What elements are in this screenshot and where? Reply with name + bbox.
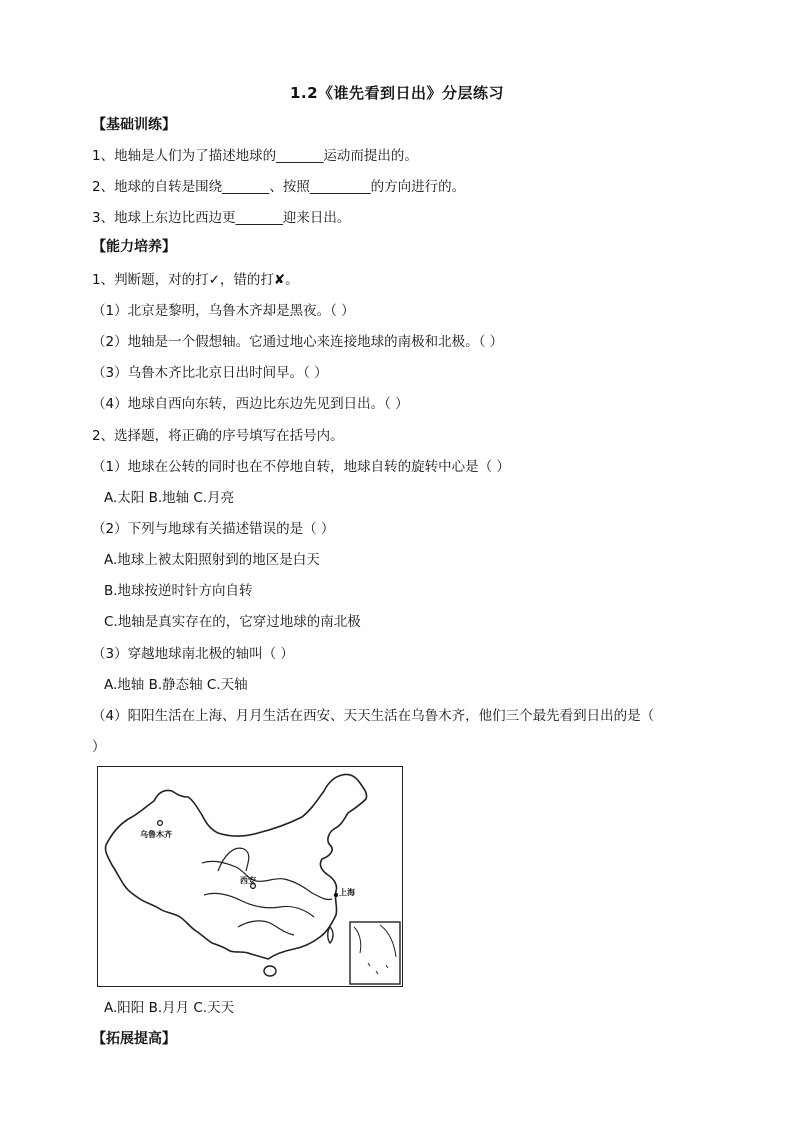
mc-question-4: （4）阳阳生活在上海、月月生活在西安、天天生活在乌鲁木齐，他们三个最先看到日出的是（ [92, 708, 655, 724]
section-extension-heading: 【拓展提高】 [92, 1031, 176, 1047]
section-ability-heading: 【能力培养】 [92, 239, 176, 255]
true-false-item-4: （4）地球自西向东转，西边比东边先见到日出。（ ） [92, 396, 409, 412]
true-false-item-3: （3）乌鲁木齐比北京日出时间早。（ ） [92, 365, 328, 381]
true-false-item-2: （2）地轴是一个假想轴。它通过地心来连接地球的南极和北极。（ ） [92, 334, 504, 350]
true-false-intro: 1、判断题，对的打✓，错的打✘。 [92, 272, 299, 288]
basic-question-2: 2、地球的自转是围绕_______、按照_________的方向进行的。 [92, 179, 466, 195]
mc-question-3-options: A.地轴 B.静态轴 C.天轴 [104, 677, 248, 693]
mc-question-2-option-a: A.地球上被太阳照射到的地区是白天 [104, 552, 320, 568]
mc-question-4-options: A.阳阳 B.月月 C.天天 [104, 1000, 235, 1016]
multiple-choice-intro: 2、选择题，将正确的序号填写在括号内。 [92, 428, 344, 444]
mc-question-2-option-b: B.地球按逆时针方向自转 [104, 583, 253, 599]
mc-question-2: （2）下列与地球有关描述错误的是（ ） [92, 521, 335, 537]
mc-question-4-continuation: ） [92, 739, 106, 755]
basic-question-3: 3、地球上东边比西边更_______迎来日出。 [92, 210, 351, 226]
mc-question-1: （1）地球在公转的同时也在不停地自转，地球自转的旋转中心是（ ） [92, 459, 510, 475]
section-basic-heading: 【基础训练】 [92, 117, 176, 133]
mc-question-2-option-c: C.地轴是真实存在的，它穿过地球的南北极 [104, 614, 361, 630]
china-map-image [97, 766, 403, 987]
page-title: 1.2《谁先看到日出》分层练习 [289, 84, 505, 102]
map-label-xian: 西安 [240, 876, 256, 885]
map-label-shanghai: 上海 [339, 888, 355, 897]
basic-question-1: 1、地轴是人们为了描述地球的_______运动而提出的。 [92, 148, 418, 164]
mc-question-3: （3）穿越地球南北极的轴叫（ ） [92, 646, 294, 662]
true-false-item-1: （1）北京是黎明，乌鲁木齐却是黑夜。（ ） [92, 303, 355, 319]
map-label-urumqi: 乌鲁木齐 [140, 830, 172, 839]
mc-question-1-options: A.太阳 B.地轴 C.月亮 [104, 490, 235, 506]
